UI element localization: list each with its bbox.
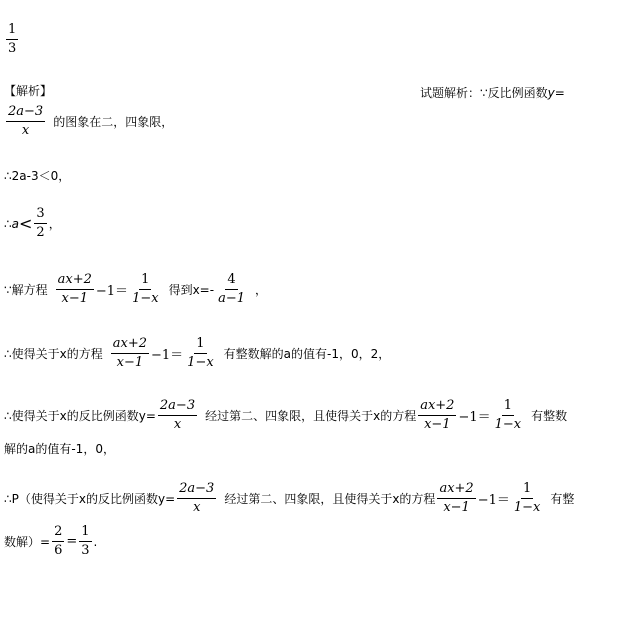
line-7-continued: 数解）= $\frac{2}{6}$ = $\frac{1}{3}$ . xyxy=(4,524,98,558)
fraction-3-over-2: $\frac{3}{2}$ xyxy=(36,206,45,240)
fraction-ax2-over-x-1: $\frac{ax+2}{x-1}$ xyxy=(57,272,92,306)
line-3: ∴a < $\frac{3}{2}$ ， xyxy=(4,206,61,240)
line-7: ∴P（使得关于x的反比例函数y= $\frac{2a-3}{x}$ 经过第二、四象限，且使得关于x的方程 $\frac{ax+2}{x-1}$ −1＝ $\frac{1}{1-x}$ 有整 xyxy=(4,481,575,515)
fraction-2a-3-over-x: $\frac{2a-3}{x}$ xyxy=(179,481,215,515)
fraction-4-over-a-1: $\frac{4}{a-1}$ xyxy=(218,272,245,306)
fraction-2a-3-over-x: $\frac{2a-3}{x}$ xyxy=(8,104,44,138)
line-1: $\frac{2a-3}{x}$ 的图象在二，四象限， xyxy=(8,104,174,138)
fraction-1-over-1-x: $\frac{1}{1-x}$ xyxy=(513,481,541,515)
fraction-1-over-3: $\frac{1}{3}$ xyxy=(81,524,90,558)
fraction-1-over-1-x: $\frac{1}{1-x}$ xyxy=(494,398,522,432)
answer-fraction: $\frac{1}{3}$ xyxy=(8,22,17,56)
analysis-intro: 试题解析：∵反比例函数 y= xyxy=(420,85,565,100)
line-2: ∴2a-3＜0， xyxy=(4,169,71,183)
line-6: ∴使得关于x的反比例函数y= $\frac{2a-3}{x}$ 经过第二、四象限，且使得关于x的方程 $\frac{ax+2}{x-1}$ −1＝ $\frac{1}{1-x}$ 有整数 xyxy=(4,398,568,432)
fraction-1-over-1-x: $\frac{1}{1-x}$ xyxy=(132,272,159,306)
answer-row xyxy=(4,22,20,57)
fraction-2-over-6: $\frac{2}{6}$ xyxy=(54,524,63,558)
fraction-2a-3-over-x: $\frac{2a-3}{x}$ xyxy=(159,398,196,432)
line-6-continued: 解的a的值有-1，0， xyxy=(4,442,115,456)
fraction-1-over-1-x: $\frac{1}{1-x}$ xyxy=(187,336,214,370)
fraction-ax2-over-x-1: $\frac{ax+2}{x-1}$ xyxy=(439,481,474,515)
line-4: ∵解方程 $\frac{ax+2}{x-1}$ −1＝ $\frac{1}{1-x}$ 得到x=- $\frac{4}{a-1}$ ， xyxy=(4,272,267,306)
analysis-label: 【解析】 xyxy=(4,84,53,98)
fraction-ax2-over-x-1: $\frac{ax+2}{x-1}$ xyxy=(112,336,147,370)
fraction-ax2-over-x-1: $\frac{ax+2}{x-1}$ xyxy=(420,398,455,432)
line-5: ∴使得关于x的方程 $\frac{ax+2}{x-1}$ −1＝ $\frac{1}{1-x}$ 有整数解的a的值有-1，0，2， xyxy=(4,336,391,370)
